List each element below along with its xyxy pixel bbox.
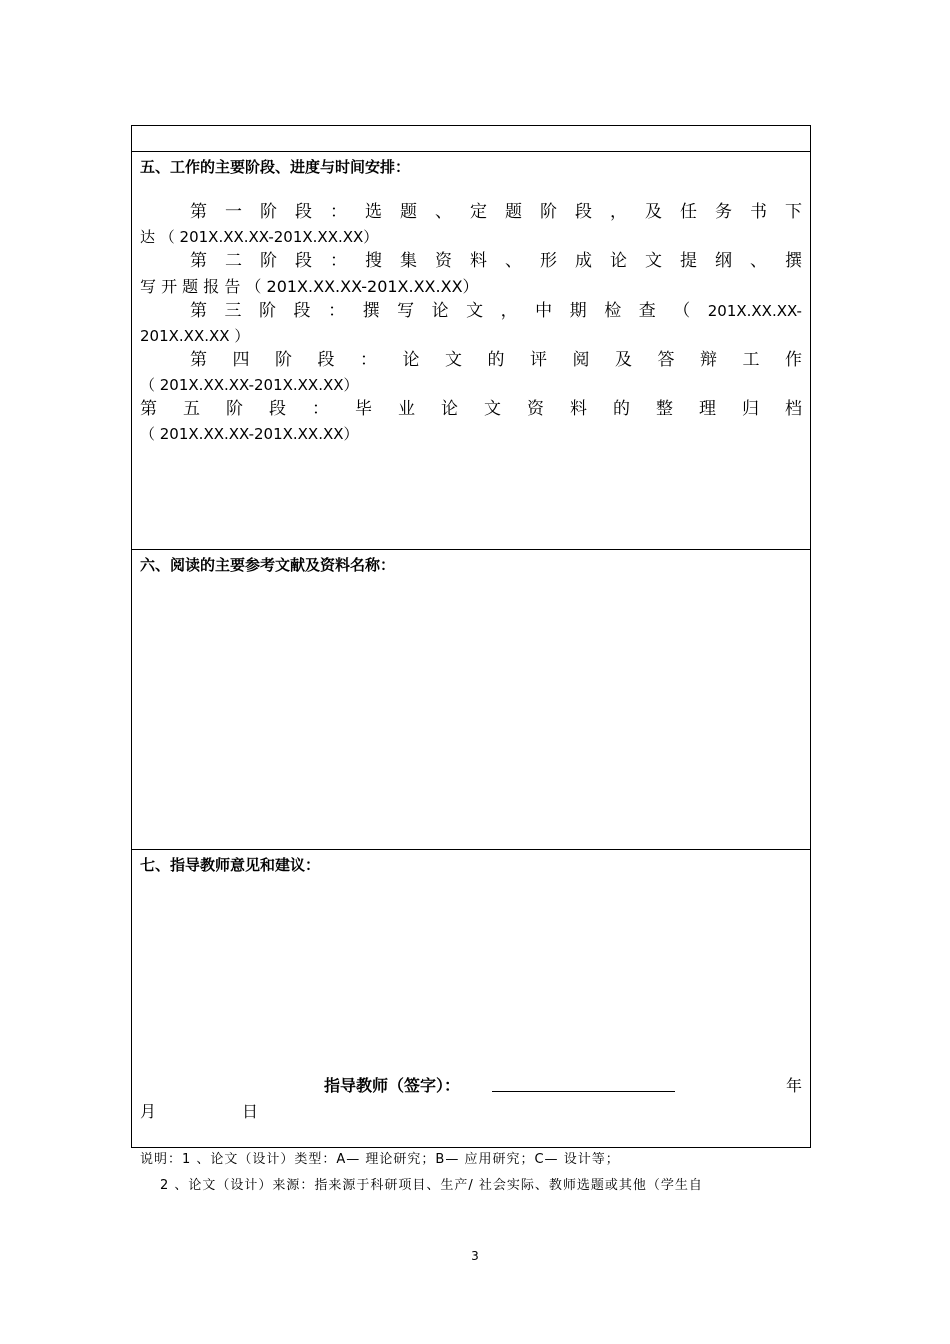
stage-2-char: 搜	[365, 251, 382, 271]
stage-5-char: 文	[484, 399, 501, 419]
stage-3-char: 写	[397, 301, 415, 321]
stage-1-char: 、	[435, 202, 452, 222]
date-line	[132, 1073, 810, 1121]
stage-4-char: 阶	[275, 350, 292, 370]
stage-1-char: 务	[715, 202, 732, 222]
stage-4-char: 第	[190, 350, 207, 370]
stage-1-char: 选	[365, 202, 382, 222]
stage-2-char: 成	[575, 251, 592, 271]
stage-1-char: 任	[680, 202, 697, 222]
stage-5-char: 理	[699, 399, 716, 419]
stage-4-char: 的	[487, 350, 505, 370]
stage-4-char: 四	[232, 350, 250, 370]
proposal-form-table	[131, 125, 811, 1148]
stage-4-char: 工	[742, 350, 760, 370]
stage-2-char: 段	[295, 251, 312, 271]
stage-5-char: 的	[613, 399, 630, 419]
stage-2-char: 第	[190, 251, 207, 271]
stage-1-char: 段	[575, 202, 592, 222]
stage-1-char: 阶	[540, 202, 557, 222]
stage-4-char: 论	[402, 350, 420, 370]
stage-5-char: 毕	[355, 399, 372, 419]
page-number: 3	[471, 1249, 479, 1263]
stage-4-char: 辩	[700, 350, 717, 370]
stage-3-char: ，	[500, 301, 518, 321]
stage-1-char: 段	[295, 202, 312, 222]
stage-1-char: 一	[225, 202, 242, 222]
stage-2-line1	[140, 249, 802, 274]
stage-2-char: 二	[225, 251, 242, 271]
stage-5-char: 归	[742, 399, 759, 419]
stage-1-char: 及	[645, 202, 662, 222]
stage-1-char: 书	[750, 202, 767, 222]
stage-4-char: 答	[657, 350, 675, 370]
stage-list	[140, 200, 802, 446]
stage-2-char: 料	[470, 251, 487, 271]
stage-4-char: 及	[615, 350, 632, 370]
stage-3-char: 论	[431, 301, 449, 321]
section-seven-title: 七、指导教师意见和建议：	[140, 856, 321, 874]
stage-4-char: 评	[530, 350, 547, 370]
stage-2-char: 形	[540, 251, 557, 271]
stage-3-char: 期	[569, 301, 587, 321]
advisor-signature-label: 指导教师（签字）：	[324, 1076, 461, 1095]
stage-2-char: 、	[750, 251, 767, 271]
stage-3-char: 三	[224, 301, 242, 321]
date-day-label: 日	[242, 1102, 259, 1121]
stage-2-char: ：	[330, 251, 347, 271]
stage-4-char: 段	[317, 350, 335, 370]
date-year-label: 年	[785, 1076, 802, 1095]
stage-1-char: ，	[610, 202, 627, 222]
stage-4-char: ：	[360, 350, 377, 370]
stage-5-line1	[140, 397, 802, 422]
stage-1-line2: 达 （ 201X.XX.XX-201X.XX.XX）	[140, 228, 379, 246]
stage-2-char: 资	[435, 251, 452, 271]
stage-4-char: 作	[785, 350, 802, 370]
stage-5-char: 业	[398, 399, 415, 419]
stage-5-char: 阶	[226, 399, 243, 419]
stage-3-char: （	[673, 301, 691, 321]
stage-3-char: 中	[535, 301, 553, 321]
stage-2-char: 文	[645, 251, 662, 271]
stage-2-line2: 写 开 题 报 告 （ 201X.XX.XX-201X.XX.XX）	[140, 277, 479, 296]
stage-3-char: 第	[190, 301, 207, 321]
date-month-label: 月	[140, 1102, 157, 1121]
stage-4-char: 阅	[572, 350, 590, 370]
stage-5-line2: （ 201X.XX.XX-201X.XX.XX）	[140, 425, 359, 443]
stage-5-char: 料	[570, 399, 587, 419]
stage-2-char: 纲	[715, 251, 732, 271]
stage-2-char: 、	[505, 251, 522, 271]
stage-3-char: 撰	[362, 301, 380, 321]
stage-2-char: 撰	[785, 251, 802, 271]
section-six-title: 六、阅读的主要参考文献及资料名称：	[140, 556, 396, 574]
section-schedule	[132, 152, 810, 550]
stage-4-line1	[140, 348, 802, 373]
stage-5-char: 整	[656, 399, 673, 419]
section-advisor-opinion	[132, 850, 810, 1147]
section-references	[132, 550, 810, 850]
stage-1-line1	[140, 200, 802, 225]
stage-2-char: 集	[400, 251, 417, 271]
stage-5-char: 论	[441, 399, 458, 419]
top-empty-row	[132, 126, 810, 152]
stage-1-char: ：	[330, 202, 347, 222]
stage-1-char: 第	[190, 202, 207, 222]
stage-1-char: 题	[400, 202, 417, 222]
stage-3-char: 201X.XX.XX-	[707, 302, 802, 320]
stage-5-char: 五	[183, 399, 200, 419]
stage-2-char: 提	[680, 251, 697, 271]
note-line-1: 说明：1 、论文（设计）类型：A— 理论研究；B— 应用研究；C— 设计等；	[140, 1152, 620, 1167]
stage-5-char: 第	[140, 399, 157, 419]
stage-3-char: 查	[638, 301, 656, 321]
stage-3-char: 检	[604, 301, 622, 321]
stage-3-line1	[140, 299, 802, 324]
stage-5-char: 档	[785, 399, 802, 419]
stage-3-line2: 201X.XX.XX ）	[140, 327, 250, 345]
stage-5-char: 段	[269, 399, 286, 419]
stage-3-char: 阶	[259, 301, 277, 321]
stage-2-char: 论	[610, 251, 627, 271]
stage-5-char: 资	[527, 399, 544, 419]
stage-1-char: 下	[785, 202, 802, 222]
stage-3-char: 段	[293, 301, 311, 321]
stage-3-char: ：	[328, 301, 346, 321]
stage-4-char: 文	[445, 350, 462, 370]
section-five-title: 五、工作的主要阶段、进度与时间安排：	[140, 158, 411, 176]
stage-2-char: 阶	[260, 251, 277, 271]
stage-1-char: 阶	[260, 202, 277, 222]
stage-5-char: ：	[312, 399, 329, 419]
note-line-2: 2 、论文（设计）来源：指来源于科研项目、生产/ 社会实际、教师选题或其他（学生自	[160, 1178, 703, 1193]
stage-1-char: 定	[470, 202, 487, 222]
stage-3-char: 文	[466, 301, 484, 321]
form-notes	[140, 1152, 703, 1204]
stage-4-line2: （ 201X.XX.XX-201X.XX.XX）	[140, 376, 359, 394]
stage-1-char: 题	[505, 202, 522, 222]
